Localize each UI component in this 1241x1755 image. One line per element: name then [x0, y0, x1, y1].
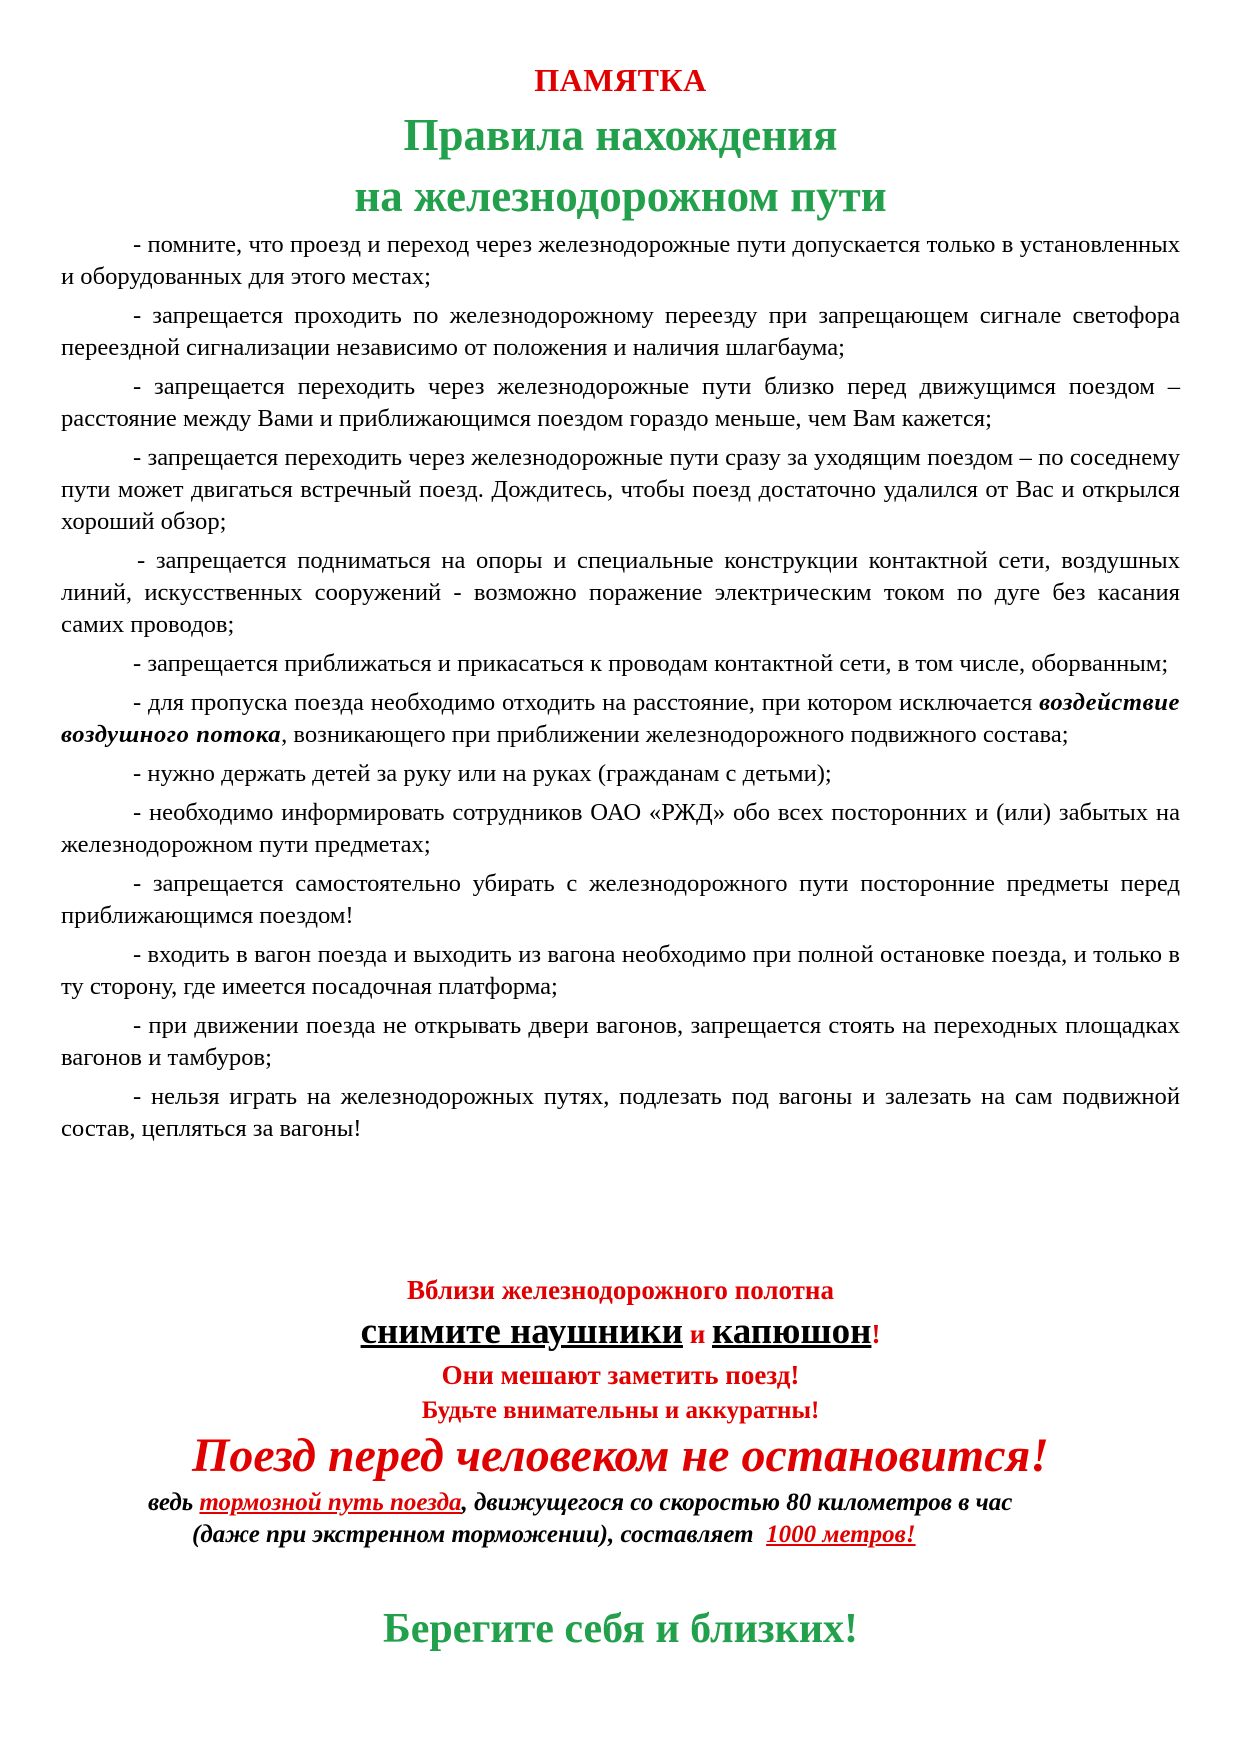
rule-item: - запрещается переходить через железнодорожные пути сразу за уходящим поездом – по соседнему пути может двигаться встречный поезд. Дождитесь, чтобы поезд достаточно удалился от Вас и открылся хороший обзор;: [61, 444, 1180, 535]
note-text: , движущегося со скоростью 80 километров в час: [461, 1489, 1013, 1516]
rule-item: - входить в вагон поезда и выходить из вагона необходимо при полной остановке поезда, и только в ту сторону, где имеется посадочная платформа;: [61, 941, 1180, 1000]
note-highlight: 1000 метров!: [766, 1521, 916, 1548]
rule-emphasis: воздействие воздушного потока: [61, 689, 1180, 748]
rule-item: - запрещается подниматься на опоры и специальные конструкции контактной сети, воздушных линий, искусственных сооружений - возможно поражение электрическим током по дуге без касания самих проводов;: [61, 547, 1180, 638]
rule-item: - нужно держать детей за руку или на руках (гражданам с детьми);: [133, 760, 832, 787]
braking-note-line-2: [192, 1521, 916, 1549]
warning-line-2: [0, 1310, 1241, 1353]
leaflet-label: ПАМЯТКА: [534, 62, 707, 98]
rule-item: - нельзя играть на железнодорожных путях, подлезать под вагоны и залезать на сам подвижной состав, цепляться за вагоны!: [61, 1083, 1180, 1142]
warning-hood: капюшон: [712, 1311, 872, 1352]
warning-line-1: Вблизи железнодорожного полотна: [407, 1275, 834, 1305]
rule-item: - помните, что проезд и переход через железнодорожные пути допускается только в установленных и оборудованных для этого местах;: [61, 231, 1180, 290]
rule-item: - запрещается самостоятельно убирать с железнодорожного пути посторонние предметы перед приближающимся поездом!: [61, 870, 1180, 929]
rule-item: - запрещается проходить по железнодорожному переезду при запрещающем сигнале светофора переездной сигнализации независимо от положения и наличия шлагбаума;: [61, 302, 1180, 361]
note-text: ведь: [148, 1489, 200, 1516]
warning-and: и: [682, 1319, 713, 1349]
rule-item: - запрещается переходить через железнодорожные пути близко перед движущимся поездом – расстояние между Вами и приближающимся поездом гораздо меньше, чем Вам кажется;: [61, 373, 1180, 432]
rule-text: , возникающего при приближении железнодорожного подвижного состава;: [281, 721, 1069, 748]
warning-line-4: Будьте внимательны и аккуратны!: [421, 1397, 820, 1424]
rule-text: - для пропуска поезда необходимо отходить на расстояние, при котором исключается: [133, 689, 1040, 716]
rule-item: - запрещается приближаться и прикасаться к проводам контактной сети, в том числе, оборванным;: [133, 650, 1169, 677]
note-text: (даже при экстренном торможении), составляет: [192, 1521, 767, 1548]
title-line-2: на железнодорожном пути: [354, 171, 887, 221]
warning-headline: Поезд перед человеком не остановится!: [192, 1429, 1049, 1482]
note-highlight: тормозной путь поезда: [199, 1489, 462, 1516]
warning-exclamation: !: [871, 1319, 881, 1349]
rules-list: [61, 229, 1180, 1145]
warning-headphones: снимите наушники: [360, 1311, 683, 1352]
braking-note-line-1: [148, 1489, 1012, 1517]
title-line-1: Правила нахождения: [403, 110, 838, 160]
warning-line-3: Они мешают заметить поезд!: [441, 1360, 800, 1390]
rule-item: - при движении поезда не открывать двери вагонов, запрещается стоять на переходных площадках вагонов и тамбуров;: [61, 1012, 1180, 1071]
rule-item: - необходимо информировать сотрудников ОАО «РЖД» обо всех посторонних и (или) забытых на железнодорожном пути предметах;: [61, 799, 1180, 858]
closing-slogan: Берегите себя и близких!: [382, 1606, 859, 1652]
rule-item: [61, 687, 1180, 751]
